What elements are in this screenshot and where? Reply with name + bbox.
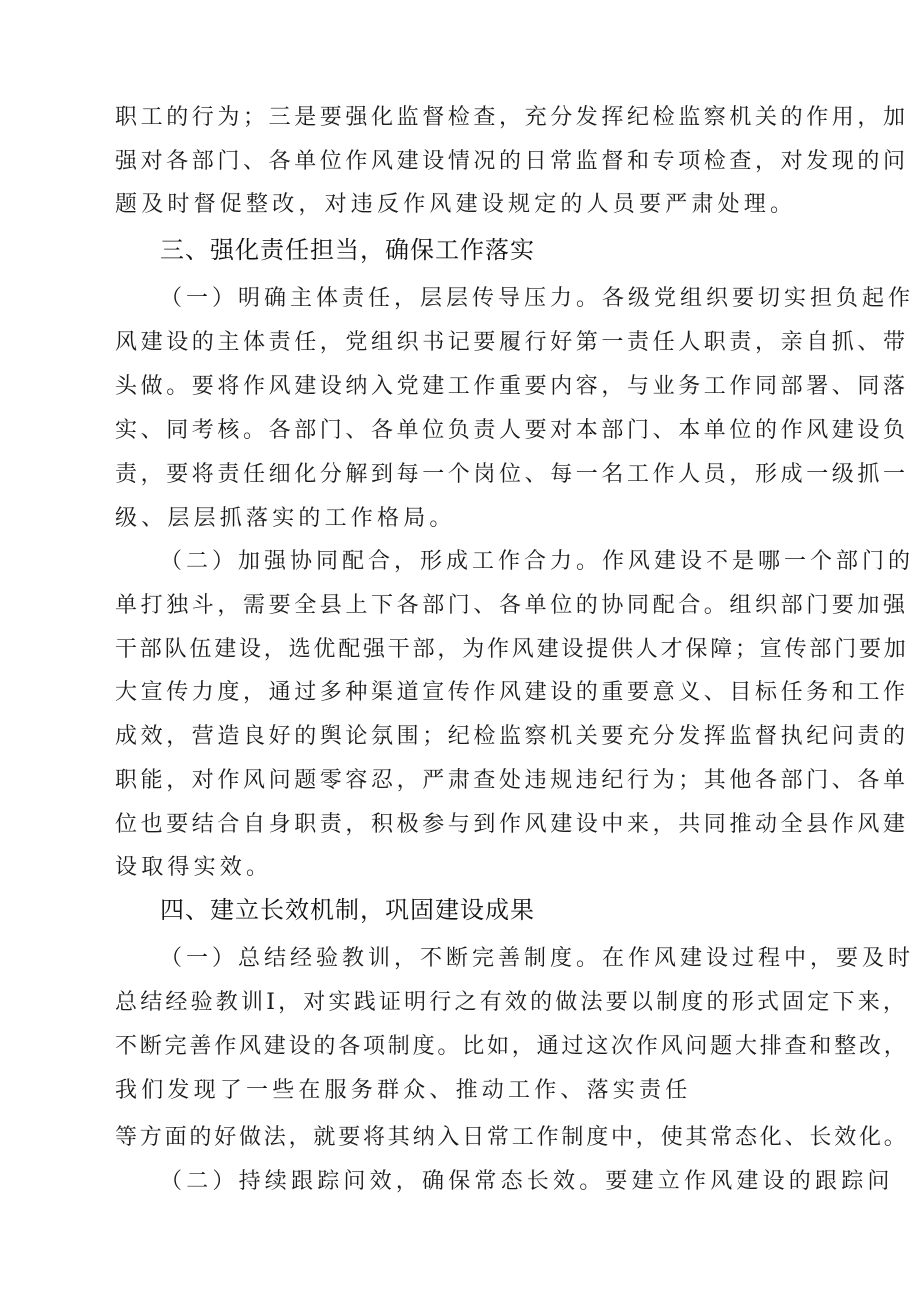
- section-heading: 四、建立长效机制，巩固建设成果: [160, 896, 535, 924]
- text-line: 职工的行为；三是要强化监督检查，充分发挥纪检监察机关的作用，加: [115, 105, 909, 130]
- text-line: 级、层层抓落实的工作格局。: [115, 506, 456, 531]
- text-line: 责，要将责任细化分解到每一个岗位、每一名工作人员，形成一级抓一: [115, 462, 909, 487]
- text-line: 不断完善作风建设的各项制度。比如，通过这次作风问题大排查和整改，: [115, 1034, 909, 1059]
- text-line: 单打独斗，需要全县上下各部门、各单位的协同配合。组织部门要加强: [115, 593, 909, 618]
- text-line: 职能，对作风问题零容忍，严肃查处违规违纪行为；其他各部门、各单: [115, 768, 909, 793]
- text-line: 风建设的主体责任，党组织书记要履行好第一责任人职责，亲自抓、带: [115, 330, 909, 355]
- text-line: 头做。要将作风建设纳入党建工作重要内容，与业务工作同部署、同落: [115, 374, 909, 399]
- paragraph-start: （一）明确主体责任，层层传导压力。各级党组织要切实担负起作: [160, 286, 915, 311]
- text-line: 等方面的好做法，就要将其纳入日常工作制度中，使其常态化、长效化。: [115, 1125, 909, 1150]
- text-line: 强对各部门、各单位作风建设情况的日常监督和专项检查，对发现的问: [115, 149, 909, 174]
- text-line: 题及时督促整改，对违反作风建设规定的人员要严肃处理。: [115, 192, 797, 217]
- paragraph-start: （二）加强协同配合，形成工作合力。作风建设不是哪一个部门的: [160, 549, 915, 574]
- text-line: 我们发现了一些在服务群众、推动工作、落实责任: [115, 1078, 692, 1103]
- paragraph-start: （一）总结经验教训，不断完善制度。在作风建设过程中，要及时: [160, 946, 915, 971]
- text-line: 成效，营造良好的舆论氛围；纪检监察机关要充分发挥监督执纪问责的: [115, 724, 909, 749]
- text-line: 设取得实效。: [115, 855, 273, 880]
- section-heading: 三、强化责任担当，确保工作落实: [160, 236, 535, 264]
- text-line: 实、同考核。各部门、各单位负责人要对本部门、本单位的作风建设负: [115, 418, 909, 443]
- text-line: 总结经验教训I，对实践证明行之有效的做法要以制度的形式固定下来，: [115, 990, 909, 1015]
- text-line: 大宣传力度，通过多种渠道宣传作风建设的重要意义、目标任务和工作: [115, 680, 909, 705]
- paragraph-start: （二）持续跟踪问效，确保常态长效。要建立作风建设的跟踪问: [160, 1169, 894, 1194]
- text-line: 干部队伍建设，选优配强干部，为作风建设提供人才保障；宣传部门要加: [115, 637, 909, 662]
- text-line: 位也要结合自身职责，积极参与到作风建设中来，共同推动全县作风建: [115, 812, 909, 837]
